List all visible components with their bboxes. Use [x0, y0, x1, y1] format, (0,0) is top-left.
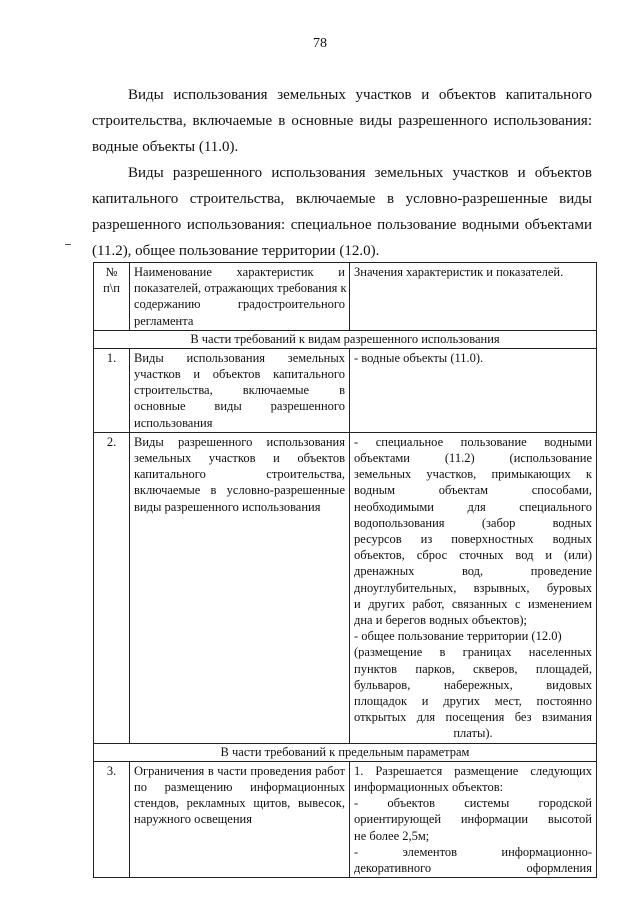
page-number: 78	[313, 36, 327, 51]
section-heading: В части требований к видам разрешенного использования	[94, 330, 597, 348]
header-number-cell	[94, 263, 130, 331]
paragraph-line: разрешенного использования: специальное пользование водными объектами	[92, 217, 592, 233]
row-name-cell	[130, 761, 350, 877]
paragraph-line: Виды использования земельных участков и объектов капитального	[128, 87, 592, 103]
row-number: 3.	[94, 761, 130, 877]
row-name-line: Ограничения в части проведения работ	[134, 763, 345, 778]
row-name-line: Виды разрешенного использования	[134, 434, 345, 449]
row-value-line: дна и берегов водных объектов);	[354, 613, 528, 628]
row-name-line: основные виды разрешенного	[134, 399, 345, 414]
row-value-line: ориентирующей информации высотой	[354, 812, 592, 827]
row-name-line: по размещению информационных	[134, 779, 345, 794]
row-value-line: платы).	[453, 726, 493, 741]
header-name-line: Наименование характеристик и	[134, 265, 345, 279]
paragraph-line: капитального строительства, включаемые в условно-разрешенные виды	[92, 191, 592, 207]
regulation-table	[93, 262, 597, 878]
row-name-cell	[130, 432, 350, 743]
table-row	[94, 761, 597, 877]
row-value-line: - специальное пользование водными	[354, 434, 592, 449]
row-number: 1.	[94, 348, 130, 432]
header-number-label: п\п	[103, 281, 120, 295]
row-value-line: - водные объекты (11.0).	[354, 350, 484, 365]
row-value-line: земельных участков, примыкающих к	[354, 467, 592, 482]
paragraph-conditional-uses	[92, 160, 592, 264]
row-value-line: - элементов информационно-	[354, 844, 592, 859]
table-row	[94, 432, 597, 743]
row-name-line: включаемые в условно-разрешенные	[134, 483, 345, 498]
row-value-line: необходимыми для специального	[354, 499, 592, 514]
row-name-line: земельных участков и объектов	[134, 451, 345, 466]
row-name-line: строительства, включаемые в	[134, 383, 345, 398]
row-name-line: Виды использования земельных	[134, 350, 345, 365]
paragraph-line: водные объекты (11.0).	[92, 139, 239, 155]
header-name-line: содержанию градостроительного	[134, 297, 345, 312]
header-name-line: регламента	[134, 313, 194, 328]
row-value-line: дренажных вод, проведение	[354, 564, 592, 579]
row-value-cell	[350, 432, 597, 743]
row-value-line: - объектов системы городской	[354, 796, 592, 811]
row-number: 2.	[94, 432, 130, 743]
row-value-line: - общее пользование территории (12.0)	[354, 629, 562, 644]
row-value-line: и других работ, связанных с изменением	[354, 596, 592, 611]
table-row	[94, 348, 597, 432]
header-number-label: №	[105, 265, 118, 279]
row-name-line: капитального строительства,	[134, 467, 345, 482]
row-value-line: площадок и других мест, постоянно	[354, 694, 592, 709]
row-value-line: (размещение в границах населенных	[354, 645, 592, 660]
row-value-line: водопользования (забор водных	[354, 515, 592, 530]
row-value-cell	[350, 761, 597, 877]
row-name-line: стендов, рекламных щитов, вывесок,	[134, 796, 345, 811]
row-value-line: информационных объектов:	[354, 779, 504, 794]
section-row-limits	[94, 743, 597, 761]
row-value-line: ресурсов из поверхностных водных	[354, 532, 592, 547]
row-value-cell	[350, 348, 597, 432]
row-name-line: наружного освещения	[134, 812, 252, 827]
row-name-cell	[130, 348, 350, 432]
row-value-line: объектами (11.2) (использование	[354, 451, 592, 466]
row-value-line: объектов, сброс сточных вод и (или)	[354, 548, 592, 563]
header-values-cell: Значения характеристик и показателей.	[350, 263, 597, 331]
row-name-line: участков и объектов капитального	[134, 367, 345, 382]
row-value-line: открытых для посещения без взимания	[354, 710, 592, 725]
row-name-line: использования	[134, 415, 213, 430]
table-header-row	[94, 263, 597, 331]
row-value-line: водным объектам способами,	[354, 483, 592, 498]
margin-mark	[65, 244, 71, 245]
section-heading: В части требований к предельным параметрам	[94, 743, 597, 761]
row-value-line: бульваров, набережных, видовых	[354, 677, 592, 692]
header-name-cell	[130, 263, 350, 331]
row-value-line: пунктов парков, скверов, площадей,	[354, 661, 592, 676]
row-name-line: виды разрешенного использования	[134, 499, 321, 514]
row-value-line: дноуглубительных, взрывных, буровых	[354, 580, 592, 595]
row-value-line: декоративного оформления	[354, 860, 592, 875]
paragraph-line: строительства, включаемые в основные виды разрешенного использования:	[92, 113, 592, 129]
section-row-uses	[94, 330, 597, 348]
row-value-line: не более 2,5м;	[354, 828, 430, 843]
paragraph-main-uses	[92, 82, 592, 160]
header-name-line: показателей, отражающих требования к	[134, 281, 347, 296]
row-value-line: 1. Разрешается размещение следующих	[354, 763, 592, 778]
paragraph-line: (11.2), общее пользование территории (12.0).	[92, 243, 380, 259]
paragraph-line: Виды разрешенного использования земельных участков и объектов	[128, 165, 592, 181]
